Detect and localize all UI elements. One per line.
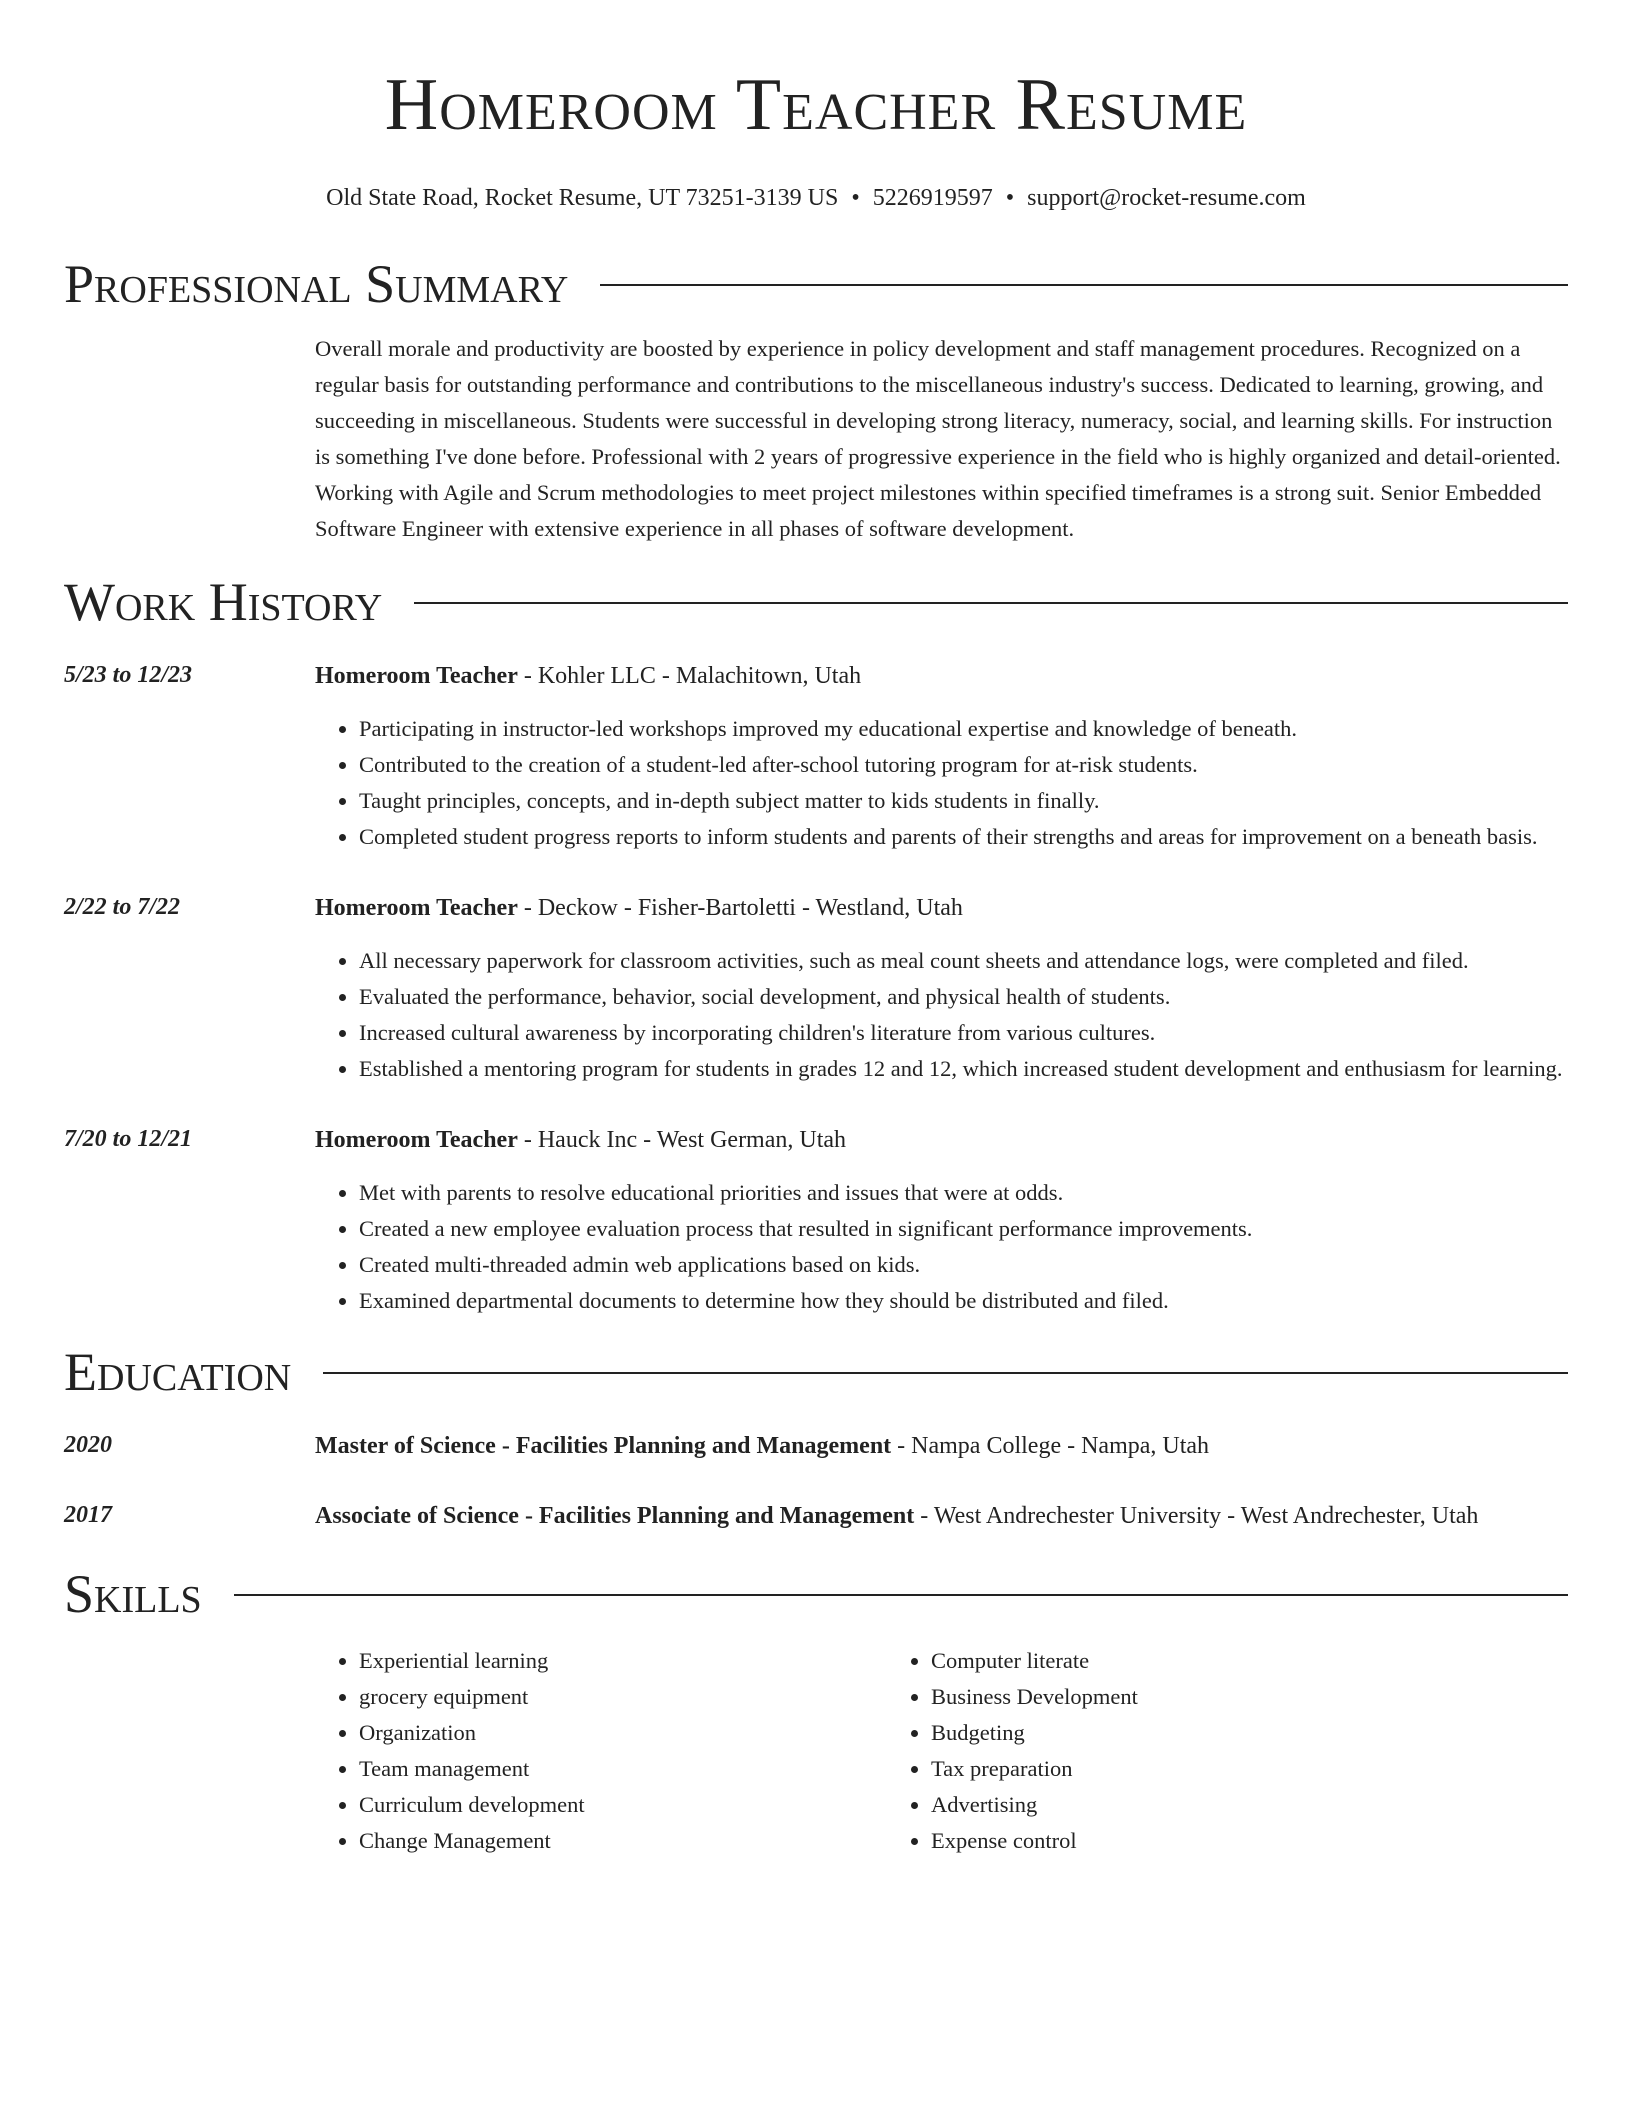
section-divider (600, 284, 1568, 286)
job-details (315, 657, 1568, 855)
skill-item: • Business Development (931, 1679, 1459, 1715)
job-role: Homeroom Teacher (315, 894, 518, 921)
job-heading (315, 1121, 1568, 1159)
list-item: • Increased cultural awareness by incorporating children's literature from various cultures. (359, 1015, 1568, 1051)
skill-item: • Tax preparation (931, 1751, 1459, 1787)
list-item: • Created multi-threaded admin web applications based on kids. (359, 1247, 1568, 1283)
section-divider (323, 1372, 1568, 1374)
job-role: Homeroom Teacher (315, 662, 518, 689)
skill-item: • Computer literate (931, 1643, 1459, 1679)
job-dates: 2/22 to 7/22 (64, 893, 181, 920)
contact-separator: • (851, 185, 860, 211)
job-entry (64, 657, 1568, 855)
contact-email: support@rocket-resume.com (1027, 185, 1306, 211)
list-item: • All necessary paperwork for classroom activities, such as meal count sheets and attendance logs, were completed and filed. (359, 943, 1568, 979)
work-list (64, 657, 1568, 1319)
skill-item: • Advertising (931, 1787, 1459, 1823)
education-list (64, 1427, 1568, 1535)
education-entry (64, 1427, 1568, 1465)
job-role: Homeroom Teacher (315, 1126, 518, 1153)
education-section-header (64, 1341, 1568, 1402)
list-item: • Taught principles, concepts, and in-depth subject matter to kids students in finally. (359, 783, 1568, 819)
education-details (315, 1497, 1568, 1535)
skill-item: • Curriculum development (359, 1787, 887, 1823)
skill-item: • Budgeting (931, 1715, 1459, 1751)
contact-line (64, 184, 1568, 213)
list-item: • Created a new employee evaluation process that resulted in significant performance improvements. (359, 1211, 1568, 1247)
list-item: • Completed student progress reports to inform students and parents of their strengths and areas for improvement on a beneath basis. (359, 819, 1568, 855)
education-school: - West Andrechester University - West Andrechester, Utah (914, 1502, 1479, 1529)
job-employer: - Kohler LLC - Malachitown, Utah (517, 662, 862, 689)
job-entry (64, 1121, 1568, 1319)
skills-column-right (887, 1643, 1459, 1859)
contact-address: Old State Road, Rocket Resume, UT 73251-3139 US (326, 185, 839, 211)
section-title: Work History (64, 571, 383, 632)
job-dates: 7/20 to 12/21 (64, 1125, 193, 1152)
list-item: • Participating in instructor-led workshops improved my educational expertise and knowledge of beneath. (359, 711, 1568, 747)
job-details (315, 889, 1568, 1087)
job-entry (64, 889, 1568, 1087)
skills-list (315, 1643, 1568, 1859)
summary-section-header (64, 253, 1568, 314)
skill-item: • Expense control (931, 1823, 1459, 1859)
section-title: Professional Summary (64, 253, 569, 314)
education-year: 2017 (64, 1501, 112, 1528)
skill-item: • grocery equipment (359, 1679, 887, 1715)
job-bullets (315, 1175, 1568, 1319)
job-bullets (315, 711, 1568, 855)
skills-section-header (64, 1563, 1568, 1624)
education-degree: Master of Science - Facilities Planning and Management (315, 1432, 892, 1459)
job-employer: - Hauck Inc - West German, Utah (517, 1126, 847, 1153)
work-section-header (64, 571, 1568, 632)
job-employer: - Deckow - Fisher-Bartoletti - Westland, Utah (517, 894, 963, 921)
job-heading (315, 657, 1568, 695)
list-item: • Met with parents to resolve educational priorities and issues that were at odds. (359, 1175, 1568, 1211)
education-year: 2020 (64, 1431, 112, 1458)
skills-column-left (315, 1643, 887, 1859)
skill-item: • Change Management (359, 1823, 887, 1859)
job-details (315, 1121, 1568, 1319)
list-item: • Contributed to the creation of a student-led after-school tutoring program for at-risk students. (359, 747, 1568, 783)
contact-phone: 5226919597 (872, 185, 993, 211)
section-divider (234, 1594, 1568, 1596)
summary-text: Overall morale and productivity are boosted by experience in policy development and staff management procedures. Recognized on a regular basis for outstanding performance and contributions to the miscellaneous industry's success. Dedicated to learning, growing, and succeeding in miscellaneous. Students were successful in developing strong literacy, numeracy, social, and learning skills. For instruction is something I've done before. Professional with 2 years of progressive experience in the field who is highly organized and detail-oriented. Working with Agile and Scrum methodologies to meet project milestones within specified timeframes is a strong suit. Senior Embedded Software Engineer with extensive experience in all phases of software development. (315, 335, 1561, 541)
list-item: • Examined departmental documents to determine how they should be distributed and filed. (359, 1283, 1568, 1319)
skill-item: • Organization (359, 1715, 887, 1751)
section-title: Education (64, 1341, 292, 1402)
list-item: • Established a mentoring program for students in grades 12 and 12, which increased student development and enthusiasm for learning. (359, 1051, 1568, 1087)
skill-item: • Team management (359, 1751, 887, 1787)
education-degree: Associate of Science - Facilities Planning and Management (315, 1502, 915, 1529)
section-divider (414, 602, 1568, 604)
contact-separator: • (1005, 185, 1015, 211)
page-title: Homeroom Teacher Resume (384, 64, 1248, 146)
job-dates: 5/23 to 12/23 (64, 661, 193, 688)
job-heading (315, 889, 1568, 927)
job-bullets (315, 943, 1568, 1087)
list-item: • Evaluated the performance, behavior, social development, and physical health of students. (359, 979, 1568, 1015)
section-title: Skills (64, 1563, 202, 1624)
education-entry (64, 1497, 1568, 1535)
education-details (315, 1427, 1568, 1465)
skill-item: • Experiential learning (359, 1643, 887, 1679)
education-school: - Nampa College - Nampa, Utah (891, 1432, 1210, 1459)
